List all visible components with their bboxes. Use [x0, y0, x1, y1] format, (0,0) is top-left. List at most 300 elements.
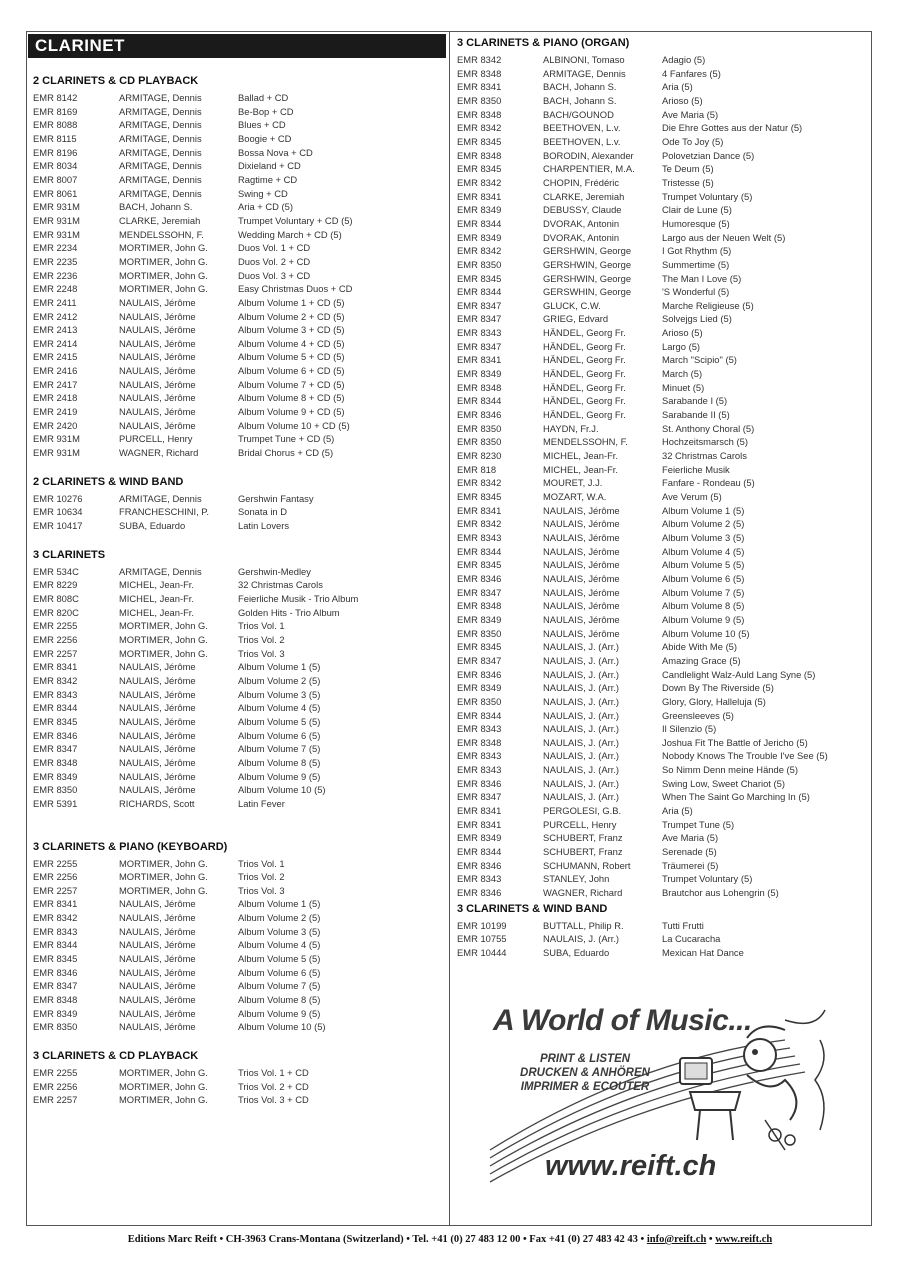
- work-title: Sarabande I (5): [662, 395, 728, 407]
- composer-name: MOURET, J.J.: [543, 477, 603, 489]
- catalog-number: EMR 8341: [457, 818, 502, 830]
- catalog-row: [457, 312, 867, 326]
- composer-name: SCHUBERT, Franz: [543, 832, 623, 844]
- composer-name: SCHUMANN, Robert: [543, 859, 631, 871]
- work-title: Ode To Joy (5): [662, 135, 724, 147]
- composer-name: MORTIMER, John G.: [119, 620, 208, 632]
- work-title: Polovetzian Dance (5): [662, 149, 755, 161]
- catalog-number: EMR 8350: [457, 258, 502, 270]
- catalog-row: [457, 272, 867, 286]
- composer-name: FRANCHESCHINI, P.: [119, 506, 209, 518]
- catalog-number: EMR 8349: [457, 368, 502, 380]
- catalog-row: [33, 282, 443, 296]
- catalog-row: [457, 777, 867, 791]
- composer-name: NAULAIS, Jérôme: [119, 310, 196, 322]
- composer-name: NAULAIS, Jérôme: [543, 518, 620, 530]
- composer-name: MORTIMER, John G.: [119, 255, 208, 267]
- work-title: Dixieland + CD: [238, 160, 301, 172]
- catalog-section: [457, 902, 867, 960]
- composer-name: NAULAIS, J. (Arr.): [543, 791, 620, 803]
- catalog-row: [33, 159, 443, 173]
- work-title: Clair de Lune (5): [662, 204, 732, 216]
- catalog-number: EMR 8348: [33, 756, 78, 768]
- catalog-number: EMR 8345: [33, 715, 78, 727]
- catalog-row: [457, 258, 867, 272]
- work-title: Album Volume 9 (5): [662, 613, 745, 625]
- work-title: Album Volume 3 + CD (5): [238, 324, 345, 336]
- work-title: Sonata in D: [238, 506, 287, 518]
- catalog-number: EMR 8350: [457, 436, 502, 448]
- catalog-number: EMR 8343: [457, 327, 502, 339]
- composer-name: NAULAIS, Jérôme: [119, 365, 196, 377]
- composer-name: NAULAIS, J. (Arr.): [543, 723, 620, 735]
- composer-name: MORTIMER, John G.: [119, 1080, 208, 1092]
- composer-name: MORTIMER, John G.: [119, 871, 208, 883]
- catalog-number: EMR 2413: [33, 324, 78, 336]
- catalog-row: [33, 592, 443, 606]
- catalog-number: EMR 8343: [33, 925, 78, 937]
- catalog-row: [33, 132, 443, 146]
- catalog-section: [33, 548, 443, 811]
- composer-name: HÄNDEL, Georg Fr.: [543, 381, 626, 393]
- catalog-number: EMR 8342: [457, 477, 502, 489]
- composer-name: BACH/GOUNOD: [543, 108, 614, 120]
- catalog-row: [33, 1080, 443, 1094]
- catalog-number: EMR 2256: [33, 633, 78, 645]
- composer-name: NAULAIS, J. (Arr.): [543, 695, 620, 707]
- catalog-row: [457, 919, 867, 933]
- catalog-row: [457, 859, 867, 873]
- catalog-row: [457, 695, 867, 709]
- footer-website-link[interactable]: www.reift.ch: [715, 1234, 773, 1245]
- composer-name: NAULAIS, Jérôme: [119, 980, 196, 992]
- catalog-row: [457, 108, 867, 122]
- catalog-number: EMR 931M: [33, 201, 80, 213]
- catalog-row: [457, 80, 867, 94]
- work-title: Largo aus der Neuen Welt (5): [662, 231, 786, 243]
- catalog-number: EMR 8343: [457, 750, 502, 762]
- catalog-row: [457, 872, 867, 886]
- work-title: Album Volume 2 (5): [662, 518, 745, 530]
- catalog-number: EMR 8350: [33, 784, 78, 796]
- catalog-row: [457, 722, 867, 736]
- catalog-row: [457, 463, 867, 477]
- catalog-row: [33, 505, 443, 519]
- catalog-row: [457, 162, 867, 176]
- promo-taglines: [485, 1052, 685, 1094]
- work-title: Boogie + CD: [238, 132, 292, 144]
- catalog-number: EMR 8344: [457, 286, 502, 298]
- work-title: Album Volume 3 (5): [662, 531, 745, 543]
- catalog-row: [33, 783, 443, 797]
- catalog-number: EMR 8346: [33, 729, 78, 741]
- catalog-number: EMR 8344: [33, 702, 78, 714]
- composer-name: PURCELL, Henry: [119, 433, 193, 445]
- catalog-row: [457, 367, 867, 381]
- catalog-number: EMR 8347: [457, 299, 502, 311]
- catalog-number: EMR 8345: [457, 163, 502, 175]
- catalog-number: EMR 8348: [457, 381, 502, 393]
- catalog-number: EMR 8342: [457, 122, 502, 134]
- catalog-row: [33, 966, 443, 980]
- composer-name: NAULAIS, Jérôme: [543, 627, 620, 639]
- work-title: Greensleeves (5): [662, 709, 734, 721]
- work-title: Trios Vol. 1: [238, 857, 285, 869]
- catalog-row: [457, 709, 867, 723]
- catalog-number: EMR 10276: [33, 492, 83, 504]
- work-title: Album Volume 1 + CD (5): [238, 296, 345, 308]
- work-title: Trios Vol. 1 + CD: [238, 1067, 309, 1079]
- catalog-number: EMR 8348: [457, 149, 502, 161]
- catalog-row: [33, 897, 443, 911]
- catalog-number: EMR 10417: [33, 520, 83, 532]
- work-title: Arioso (5): [662, 327, 703, 339]
- catalog-row: [457, 203, 867, 217]
- work-title: Golden Hits - Trio Album: [238, 606, 340, 618]
- work-title: Album Volume 5 (5): [238, 953, 321, 965]
- composer-name: NAULAIS, Jérôme: [119, 661, 196, 673]
- work-title: Nobody Knows The Trouble I've See (5): [662, 750, 828, 762]
- catalog-number: EMR 8346: [457, 887, 502, 899]
- composer-name: NAULAIS, Jérôme: [119, 296, 196, 308]
- composer-name: MENDELSSOHN, F.: [543, 436, 628, 448]
- catalog-row: [33, 756, 443, 770]
- catalog-number: EMR 8346: [457, 668, 502, 680]
- catalog-row: [457, 408, 867, 422]
- catalog-row: [33, 419, 443, 433]
- composer-name: NAULAIS, J. (Arr.): [543, 764, 620, 776]
- composer-name: NAULAIS, Jérôme: [543, 572, 620, 584]
- composer-name: GERSHWIN, George: [543, 258, 632, 270]
- catalog-row: [33, 993, 443, 1007]
- work-title: La Cucaracha: [662, 933, 721, 945]
- work-title: Serenade (5): [662, 846, 717, 858]
- composer-name: ARMITAGE, Dennis: [119, 132, 202, 144]
- composer-name: MOZART, W.A.: [543, 491, 607, 502]
- catalog-number: EMR 8341: [457, 805, 502, 817]
- composer-name: CLARKE, Jeremiah: [543, 190, 625, 202]
- work-title: Album Volume 10 (5): [662, 627, 750, 639]
- catalog-number: EMR 8347: [457, 586, 502, 598]
- composer-name: NAULAIS, Jérôme: [543, 613, 620, 625]
- catalog-row: [33, 350, 443, 364]
- catalog-row: [33, 146, 443, 160]
- composer-name: NAULAIS, J. (Arr.): [543, 682, 620, 694]
- composer-name: NAULAIS, Jérôme: [119, 324, 196, 336]
- catalog-row: [33, 729, 443, 743]
- work-title: Down By The Riverside (5): [662, 682, 774, 694]
- work-title: Minuet (5): [662, 381, 705, 393]
- work-title: Album Volume 2 (5): [238, 674, 321, 686]
- composer-name: BEETHOVEN, L.v.: [543, 122, 621, 134]
- catalog-number: EMR 8345: [457, 559, 502, 571]
- catalog-number: EMR 8349: [457, 832, 502, 844]
- composer-name: GRIEG, Edvard: [543, 313, 609, 325]
- work-title: So Nimm Denn meine Hände (5): [662, 764, 798, 776]
- catalog-row: [33, 91, 443, 105]
- catalog-number: EMR 8346: [457, 409, 502, 421]
- catalog-number: EMR 8346: [457, 777, 502, 789]
- work-title: Trumpet Tune + CD (5): [238, 433, 335, 445]
- composer-name: MORTIMER, John G.: [119, 647, 208, 659]
- catalog-row: [457, 353, 867, 367]
- work-title: Joshua Fit The Battle of Jericho (5): [662, 736, 808, 748]
- catalog-row: [33, 1066, 443, 1080]
- work-title: Trumpet Voluntary + CD (5): [238, 214, 353, 226]
- catalog-row: [33, 938, 443, 952]
- catalog-row: [457, 531, 867, 545]
- catalog-number: EMR 8349: [457, 613, 502, 625]
- catalog-number: EMR 8343: [33, 688, 78, 700]
- section-title: 3 CLARINETS & PIANO (KEYBOARD): [33, 840, 228, 853]
- composer-name: ARMITAGE, Dennis: [119, 173, 202, 185]
- composer-name: HÄNDEL, Georg Fr.: [543, 368, 626, 380]
- catalog-number: EMR 8344: [457, 709, 502, 721]
- work-title: Duos Vol. 1 + CD: [238, 242, 311, 254]
- catalog-number: EMR 5391: [33, 797, 78, 809]
- composer-name: ARMITAGE, Dennis: [119, 146, 202, 158]
- catalog-number: EMR 931M: [33, 228, 80, 240]
- catalog-section: [33, 1049, 443, 1107]
- catalog-number: EMR 8349: [457, 682, 502, 694]
- catalog-row: [33, 979, 443, 993]
- catalog-section: [33, 475, 443, 533]
- catalog-row: [33, 647, 443, 661]
- work-title: Album Volume 2 + CD (5): [238, 310, 345, 322]
- composer-name: NAULAIS, Jérôme: [119, 994, 196, 1006]
- catalog-row: [457, 231, 867, 245]
- composer-name: MICHEL, Jean-Fr.: [119, 606, 195, 618]
- work-title: Album Volume 2 (5): [238, 912, 321, 924]
- composer-name: NAULAIS, Jérôme: [119, 925, 196, 937]
- composer-name: MICHEL, Jean-Fr.: [119, 593, 195, 604]
- promo-banner[interactable]: [485, 1000, 855, 1200]
- catalog-row: [33, 310, 443, 324]
- composer-name: NAULAIS, Jérôme: [119, 419, 196, 431]
- catalog-row: [457, 94, 867, 108]
- catalog-number: EMR 8348: [33, 994, 78, 1006]
- catalog-number: EMR 10634: [33, 506, 83, 518]
- catalog-number: EMR 8350: [457, 94, 502, 106]
- catalog-row: [457, 121, 867, 135]
- work-title: Brautchor aus Lohengrin (5): [662, 887, 779, 899]
- catalog-number: EMR 808C: [33, 593, 79, 604]
- composer-name: HÄNDEL, Georg Fr.: [543, 395, 626, 407]
- catalog-row: [457, 804, 867, 818]
- composer-name: GLUCK, C.W.: [543, 299, 601, 311]
- composer-name: GERSHWIN, George: [543, 245, 632, 257]
- catalog-number: EMR 8342: [33, 674, 78, 686]
- catalog-row: [457, 190, 867, 204]
- catalog-number: EMR 8348: [457, 600, 502, 612]
- promo-url-link[interactable]: www.reift.ch: [545, 1150, 717, 1182]
- work-title: Aria + CD (5): [238, 201, 293, 213]
- catalog-row: [33, 446, 443, 460]
- catalog-row: [457, 572, 867, 586]
- composer-name: HÄNDEL, Georg Fr.: [543, 354, 626, 366]
- composer-name: NAULAIS, Jérôme: [543, 531, 620, 543]
- work-title: Album Volume 1 (5): [662, 504, 745, 516]
- composer-name: ARMITAGE, Dennis: [119, 160, 202, 172]
- composer-name: MORTIMER, John G.: [119, 242, 208, 254]
- work-title: Die Ehre Gottes aus der Natur (5): [662, 122, 803, 134]
- work-title: Album Volume 5 + CD (5): [238, 351, 345, 363]
- catalog-row: [33, 228, 443, 242]
- work-title: Trios Vol. 2: [238, 871, 285, 883]
- catalog-number: EMR 8169: [33, 105, 78, 117]
- catalog-number: EMR 8350: [457, 627, 502, 639]
- work-title: Album Volume 1 (5): [238, 661, 321, 673]
- work-title: Solvejgs Lied (5): [662, 313, 732, 325]
- composer-name: NAULAIS, Jérôme: [119, 784, 196, 796]
- catalog-number: EMR 8341: [457, 504, 502, 516]
- catalog-row: [457, 586, 867, 600]
- catalog-row: [33, 578, 443, 592]
- composer-name: NAULAIS, Jérôme: [119, 1021, 196, 1033]
- catalog-number: EMR 8341: [33, 898, 78, 910]
- catalog-row: [33, 364, 443, 378]
- catalog-number: EMR 8115: [33, 132, 77, 144]
- catalog-number: EMR 8345: [457, 272, 502, 284]
- work-title: Album Volume 8 (5): [238, 756, 321, 768]
- work-title: Album Volume 8 (5): [662, 600, 745, 612]
- work-title: Hochzeitsmarsch (5): [662, 436, 748, 448]
- catalog-number: EMR 8347: [33, 743, 78, 755]
- catalog-number: EMR 8196: [33, 146, 78, 158]
- catalog-number: EMR 8344: [457, 545, 502, 557]
- catalog-row: [33, 492, 443, 506]
- work-title: Blues + CD: [238, 119, 286, 131]
- catalog-row: [457, 176, 867, 190]
- catalog-number: EMR 8345: [457, 641, 502, 653]
- work-title: Album Volume 7 (5): [662, 586, 745, 598]
- work-title: Gershwin-Medley: [238, 565, 311, 577]
- catalog-row: [33, 519, 443, 533]
- composer-name: NAULAIS, Jérôme: [119, 688, 196, 700]
- catalog-number: EMR 2414: [33, 337, 78, 349]
- catalog-row: [457, 149, 867, 163]
- work-title: When The Saint Go Marching In (5): [662, 791, 810, 803]
- catalog-row: [457, 946, 867, 960]
- composer-name: BACH, Johann S.: [119, 201, 193, 213]
- work-title: 32 Christmas Carols: [238, 579, 323, 591]
- catalog-row: [457, 627, 867, 641]
- catalog-number: EMR 10755: [457, 933, 507, 945]
- catalog-row: [33, 925, 443, 939]
- work-title: Trios Vol. 3 + CD: [238, 1094, 309, 1106]
- composer-name: MORTIMER, John G.: [119, 857, 208, 869]
- catalog-row: [33, 633, 443, 647]
- composer-name: NAULAIS, Jérôme: [119, 392, 196, 404]
- work-title: Album Volume 4 (5): [238, 702, 321, 714]
- work-title: Ballad + CD: [238, 92, 289, 103]
- section-title: 3 CLARINETS & CD PLAYBACK: [33, 1050, 199, 1063]
- catalog-row: [33, 378, 443, 392]
- work-title: Humoresque (5): [662, 217, 730, 229]
- work-title: Duos Vol. 2 + CD: [238, 255, 311, 267]
- catalog-row: [457, 886, 867, 900]
- composer-name: RICHARDS, Scott: [119, 797, 195, 809]
- catalog-number: EMR 8342: [457, 518, 502, 530]
- composer-name: NAULAIS, Jérôme: [119, 406, 196, 418]
- catalog-row: [33, 1093, 443, 1107]
- work-title: Glory, Glory, Halleluja (5): [662, 695, 766, 707]
- catalog-number: EMR 8349: [457, 204, 502, 216]
- page-title: CLARINET: [28, 34, 446, 58]
- work-title: Sarabande II (5): [662, 409, 730, 421]
- catalog-number: EMR 10199: [457, 919, 507, 931]
- catalog-number: EMR 8349: [457, 231, 502, 243]
- catalog-row: [33, 701, 443, 715]
- catalog-number: EMR 2255: [33, 857, 78, 869]
- catalog-row: [33, 884, 443, 898]
- section-title: 3 CLARINETS & WIND BAND: [457, 902, 608, 915]
- catalog-row: [457, 654, 867, 668]
- work-title: Tutti Frutti: [662, 919, 704, 931]
- catalog-row: [33, 323, 443, 337]
- catalog-number: EMR 8229: [33, 579, 78, 591]
- catalog-row: [457, 504, 867, 518]
- catalog-row: [33, 118, 443, 132]
- work-title: Album Volume 6 (5): [238, 966, 321, 978]
- work-title: Album Volume 9 + CD (5): [238, 406, 345, 418]
- catalog-row: [33, 660, 443, 674]
- work-title: Album Volume 4 + CD (5): [238, 337, 345, 349]
- catalog-number: EMR 8342: [33, 912, 78, 924]
- work-title: Bridal Chorus + CD (5): [238, 447, 334, 459]
- catalog-row: [33, 565, 443, 579]
- footer-separator: •: [706, 1234, 716, 1245]
- work-title: Gershwin Fantasy: [238, 492, 314, 504]
- composer-name: NAULAIS, J. (Arr.): [543, 709, 620, 721]
- composer-name: BUTTALL, Philip R.: [543, 919, 624, 931]
- catalog-row: [457, 435, 867, 449]
- footer-email-link[interactable]: info@reift.ch: [646, 1234, 707, 1245]
- composer-name: MENDELSSOHN, F.: [119, 228, 204, 240]
- composer-name: MORTIMER, John G.: [119, 884, 208, 896]
- catalog-number: EMR 8342: [457, 176, 502, 188]
- work-title: Album Volume 5 (5): [662, 559, 745, 571]
- catalog-number: EMR 820C: [33, 606, 79, 618]
- composer-name: MORTIMER, John G.: [119, 1094, 208, 1106]
- catalog-number: EMR 931M: [33, 447, 80, 459]
- composer-name: NAULAIS, Jérôme: [119, 378, 196, 390]
- composer-name: NAULAIS, Jérôme: [119, 898, 196, 910]
- work-title: Bossa Nova + CD: [238, 146, 313, 158]
- catalog-row: [457, 422, 867, 436]
- composer-name: MORTIMER, John G.: [119, 633, 208, 645]
- work-title: Album Volume 4 (5): [662, 545, 745, 557]
- catalog-row: [457, 285, 867, 299]
- catalog-row: [33, 1020, 443, 1034]
- catalog-row: [457, 845, 867, 859]
- catalog-row: [457, 763, 867, 777]
- composer-name: ARMITAGE, Dennis: [119, 492, 202, 504]
- catalog-row: [33, 187, 443, 201]
- composer-name: HÄNDEL, Georg Fr.: [543, 409, 626, 421]
- catalog-row: [457, 490, 867, 504]
- promo-line-1: PRINT & LISTEN: [539, 1053, 631, 1065]
- catalog-number: EMR 2234: [33, 242, 78, 254]
- catalog-number: EMR 2417: [33, 378, 78, 390]
- catalog-row: [33, 405, 443, 419]
- work-title: March (5): [662, 368, 703, 380]
- catalog-row: [457, 381, 867, 395]
- work-title: Trios Vol. 3: [238, 884, 285, 896]
- work-title: Wedding March + CD (5): [238, 228, 342, 240]
- catalog-row: [457, 932, 867, 946]
- work-title: Album Volume 8 (5): [238, 994, 321, 1006]
